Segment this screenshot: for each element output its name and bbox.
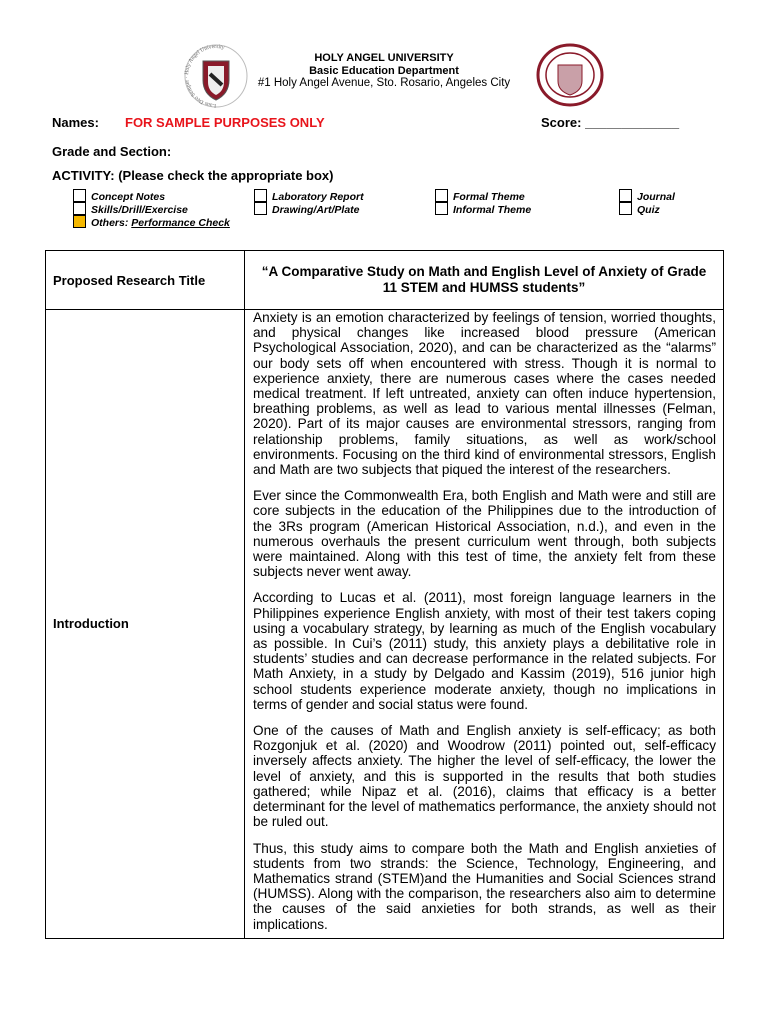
paragraph: Anxiety is an emotion characterized by feelings of tension, worried thoughts, and physical changes like increased blood pressure (American Psychological Association, 2020), and can be characterized as the “alarms” our body sets off when encountered with stress. Though it is normal to experience anxiety, there are numerous cases where the cases needed medical treatment. If left untreated, anxiety can often induce hypertension, breathing problems, as well as lead to various mental illnesses (Felman, 2020). Part of its major causes are environmental stressors, ranging from relationship problems, family situations, as well as work/school environments. Focusing on the third kind of environmental stressors, English and Math are two subjects that piqued the interest of the researchers. [253, 310, 716, 478]
table-row-title [46, 251, 724, 310]
grade-section-label: Grade and Section: [52, 144, 172, 159]
checkbox-icon [435, 202, 448, 215]
paragraph: Thus, this study aims to compare both the Math and English anxieties of students from two strands: the Science, Technology, Engineering, and Mathematics strand (STEM)and the Humanities and Social Sciences strand (HUMSS). Along with the comparison, the researchers also aim to determine the causes of the said anxieties for both strands, as well as their implications. [253, 840, 716, 932]
checkbox-icon [619, 189, 632, 202]
research-proposal-table [45, 250, 724, 939]
crest-motto-text: Laus Deo Semper · Holy Angel University [184, 44, 226, 108]
names-value[interactable]: FOR SAMPLE PURPOSES ONLY [125, 115, 325, 130]
department-name: Basic Education Department [309, 64, 459, 77]
university-name: HOLY ANGEL UNIVERSITY [314, 52, 454, 64]
option-label: Journal [637, 191, 675, 203]
option-label: Others: [91, 217, 129, 229]
paragraph: One of the causes of Math and English anxiety is self-efficacy; as both Rozgonjuk et al. (2020) and Woodrow (2011) pointed out, self-efficacy inversely affects anxiety. The higher the level of self-efficacy, the lower the level of anxiety, and this is supported in the results that both studies gathered; while Nipaz et al. (2016), claims that efficacy is a better determinant for the level of mathematics performance, the anxiety should not be ruled out. [253, 723, 716, 830]
checkbox-icon [619, 202, 632, 215]
checkbox-quiz[interactable] [619, 202, 660, 217]
option-label: Concept Notes [91, 191, 166, 203]
option-label: Informal Theme [453, 204, 532, 216]
option-label: Laboratory Report [272, 191, 364, 203]
department-seal-logo [536, 43, 604, 107]
paragraph: According to Lucas et al. (2011), most foreign language learners in the Philippines experience English anxiety, with most of their test takers coping using a vocabulary strategy, by learning as much of the English vocabulary as possible. In Cui’s (2011) study, this anxiety plays a debilitative role in students’ studies and can decrease performance in the related subjects. For Math Anxiety, in a study by Delgado and Kassim (2019), 516 junior high school students experience moderate anxiety, though no implications in terms of gender and social status were found. [253, 590, 716, 712]
checkbox-icon [73, 189, 86, 202]
introduction-label: Introduction [46, 310, 245, 939]
checkbox-others[interactable] [73, 215, 230, 230]
checkbox-drawing-art-plate[interactable] [254, 202, 360, 217]
checkbox-informal-theme[interactable] [435, 202, 531, 217]
checkbox-icon [73, 202, 86, 215]
option-label: Skills/Drill/Exercise [91, 204, 188, 216]
checkbox-icon [254, 189, 267, 202]
title-label: Proposed Research Title [46, 251, 245, 310]
names-label: Names: [52, 115, 99, 130]
letterhead [0, 52, 768, 90]
introduction-text [245, 310, 724, 939]
score-field[interactable]: Score: _____________ [541, 115, 680, 130]
paragraph: Ever since the Commonwealth Era, both English and Math were and still are core subjects in the education of the Philippines due to the introduction of the 3Rs program (American Historical Association, n.d.), and even in the numerous overhauls the present curriculum went through, both subjects were maintained. Along with this test of time, the anxiety felt from these subjects never went away. [253, 488, 716, 580]
option-label: Formal Theme [453, 191, 525, 203]
address: #1 Holy Angel Avenue, Sto. Rosario, Angeles City [257, 77, 511, 89]
checkbox-icon [435, 189, 448, 202]
option-label: Drawing/Art/Plate [272, 204, 360, 216]
checkbox-icon [254, 202, 267, 215]
table-row-introduction [46, 310, 724, 939]
research-title: “A Comparative Study on Math and English Level of Anxiety of Grade 11 STEM and HUMSS students” [245, 251, 724, 310]
option-label: Quiz [637, 204, 660, 216]
others-value: Performance Check [131, 217, 230, 229]
activity-label: ACTIVITY: (Please check the appropriate box) [52, 168, 334, 183]
checked-checkbox-icon [73, 215, 86, 228]
